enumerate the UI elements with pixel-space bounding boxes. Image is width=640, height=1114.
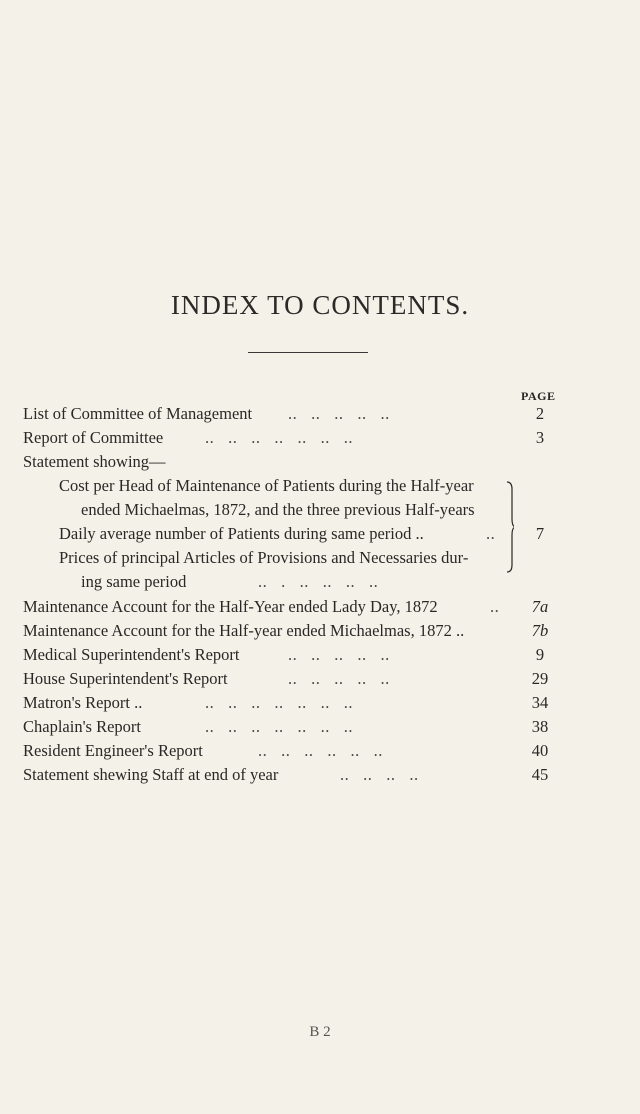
entry-page: 2: [535, 404, 545, 423]
toc-entry: [0, 644, 640, 666]
entry-label: Report of Committee: [23, 428, 164, 447]
toc-entry: [0, 451, 640, 473]
leader-dots: ..: [490, 597, 500, 616]
toc-entry: [0, 403, 640, 425]
entry-page: 9: [535, 645, 545, 664]
entry-label: Chaplain's Report: [23, 717, 141, 736]
entry-page: 34: [531, 693, 549, 712]
leader-dots: .. .. .. .. .. .. ..: [205, 717, 353, 736]
entry-label: House Superintendent's Report: [23, 669, 228, 688]
toc-entry: [0, 692, 640, 714]
leader-dots: .. . .. .. .. ..: [258, 572, 379, 591]
entry-label: Prices of principal Articles of Provisions and Necessaries dur-: [59, 548, 469, 567]
entry-label: Cost per Head of Maintenance of Patients during the Half-year: [59, 476, 474, 495]
entry-label: Statement shewing Staff at end of year: [23, 765, 279, 784]
leader-dots: .. .. .. ..: [340, 765, 419, 784]
leader-dots: ..: [486, 524, 496, 543]
entry-page: 38: [531, 717, 549, 736]
entry-label: Resident Engineer's Report: [23, 741, 203, 760]
entry-label: ing same period: [81, 572, 187, 591]
toc-entry: [0, 668, 640, 690]
entry-page: 7a: [531, 597, 549, 616]
title-rule: [248, 352, 368, 353]
entry-label: Daily average number of Patients during same period ..: [59, 524, 424, 543]
leader-dots: .. .. .. .. ..: [288, 669, 390, 688]
entry-label: Maintenance Account for the Half-year ended Michaelmas, 1872 ..: [23, 621, 465, 640]
entry-label: ended Michaelmas, 1872, and the three previous Half-years: [81, 500, 475, 519]
toc-entry: [0, 764, 640, 786]
toc-subentry-continuation: [0, 571, 640, 593]
leader-dots: .. .. .. .. .. ..: [258, 741, 383, 760]
entry-label: Matron's Report ..: [23, 693, 143, 712]
leader-dots: .. .. .. .. .. .. ..: [205, 428, 353, 447]
toc-subentry-continuation: [0, 499, 640, 521]
page-column-heading: PAGE: [521, 389, 556, 403]
leader-dots: .. .. .. .. .. .. ..: [205, 693, 353, 712]
toc-subentry: [0, 547, 640, 569]
toc-subentry: [0, 475, 640, 497]
toc-entry: [0, 620, 640, 642]
leader-dots: .. .. .. .. ..: [288, 645, 390, 664]
signature-mark: B 2: [309, 1024, 331, 1040]
right-brace-icon: [506, 481, 514, 573]
toc-entry: [0, 716, 640, 738]
toc-subentry: [0, 523, 640, 545]
toc-entry: [0, 740, 640, 762]
entry-page: 7: [535, 524, 545, 543]
entry-label: List of Committee of Management: [23, 404, 253, 423]
toc-entry: [0, 427, 640, 449]
page-title: INDEX TO CONTENTS.: [170, 290, 470, 320]
entry-label: Maintenance Account for the Half-Year ended Lady Day, 1872: [23, 597, 438, 616]
leader-dots: .. .. .. .. ..: [288, 404, 390, 423]
entry-page: 3: [535, 428, 545, 447]
entry-page: 29: [531, 669, 549, 688]
toc-entry: [0, 596, 640, 618]
entry-page: 45: [531, 765, 549, 784]
entry-page: 7b: [531, 621, 549, 640]
entry-label: Statement showing—: [23, 452, 166, 471]
entry-page: 40: [531, 741, 549, 760]
entry-label: Medical Superintendent's Report: [23, 645, 240, 664]
